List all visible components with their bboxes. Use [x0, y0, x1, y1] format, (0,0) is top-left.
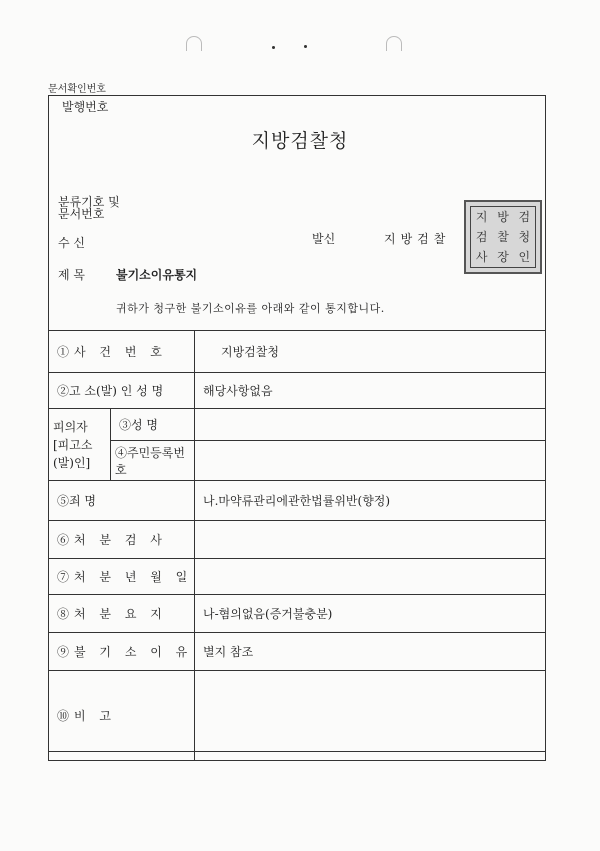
row-value-prosecutor — [195, 521, 546, 559]
table-row — [49, 595, 546, 633]
table-row — [49, 559, 546, 595]
table-row — [49, 441, 546, 481]
table-row — [49, 521, 546, 559]
seal-char: 인 — [518, 250, 531, 264]
subject-label: 제 목 — [58, 268, 85, 282]
classification-label-line2: 문서번호 — [58, 207, 105, 221]
seal-char: 방 — [497, 210, 509, 224]
table-row — [49, 633, 546, 671]
recipient-label: 수 신 — [58, 236, 85, 250]
table-row — [49, 671, 546, 761]
row-label-suspect-name: ③성 명 — [111, 409, 195, 441]
sender-label: 발신 — [312, 232, 336, 246]
notification-table — [48, 330, 546, 761]
row-value-disposition-summary: 나-혐의없음(증거불충분) — [195, 595, 546, 633]
row-value-complainant: 해당사항없음 — [195, 373, 546, 409]
row-label-remarks: ⑩비 고 — [49, 671, 195, 761]
seal-characters — [470, 206, 536, 268]
row-value-case-number: 지방검찰청 — [195, 331, 546, 373]
scan-dot — [304, 45, 307, 48]
row-value-non-prosecution-reason: 별지 참조 — [195, 633, 546, 671]
seal-char: 찰 — [497, 230, 509, 244]
table-row — [49, 331, 546, 373]
row-value-suspect-name — [195, 409, 546, 441]
suspect-group-label-line1: 피의자 — [53, 419, 88, 434]
row-label-case-number: ①사 건 번 호 — [49, 331, 195, 373]
seal-char: 장 — [497, 250, 509, 264]
page-title: 지방검찰청 — [251, 130, 349, 152]
table-row — [49, 409, 546, 441]
row-label-non-prosecution-reason: ⑨불 기 소 이 유 — [49, 633, 195, 671]
scan-dot — [272, 46, 275, 49]
seal-char: 사 — [475, 250, 488, 264]
seal-char: 검 — [475, 230, 488, 244]
table-row — [49, 481, 546, 521]
row-label-prosecutor: ⑥처 분 검 사 — [49, 521, 195, 559]
punch-hole-left — [186, 36, 202, 51]
row-value-charge: 나.마약류관리에관한법률위반(향정) — [195, 481, 546, 521]
classification-label-line1: 분류기호 및 — [58, 195, 120, 209]
table-row — [49, 373, 546, 409]
sender-org: 지방검찰 — [384, 232, 451, 246]
issue-number-label: 발행번호 — [62, 100, 109, 114]
classification-label — [58, 196, 120, 220]
doc-confirm-number-label: 문서확인번호 — [48, 84, 106, 95]
notice-text: 귀하가 청구한 불기소이유를 아래와 같이 통지합니다. — [116, 302, 385, 315]
seal-char: 지 — [475, 210, 488, 224]
row-value-resident-number — [195, 441, 546, 481]
official-seal — [464, 200, 542, 274]
row-label-charge: ⑤죄 명 — [49, 481, 195, 521]
row-value-remarks — [195, 671, 546, 761]
row-label-disposition-date: ⑦처 분 년 월 일 — [49, 559, 195, 595]
row-value-disposition-date — [195, 559, 546, 595]
row-label-resident-number: ④주민등록번호 — [111, 441, 195, 481]
suspect-group-label — [49, 409, 111, 481]
seal-char: 검 — [518, 210, 531, 224]
suspect-group-label-line2: [피고소(발)인] — [53, 437, 93, 470]
subject-value: 불기소이유통지 — [116, 268, 198, 282]
row-label-disposition-summary: ⑧처 분 요 지 — [49, 595, 195, 633]
row-label-complainant: ②고 소(발) 인 성 명 — [49, 373, 195, 409]
punch-hole-right — [386, 36, 402, 51]
seal-char: 청 — [518, 230, 531, 244]
